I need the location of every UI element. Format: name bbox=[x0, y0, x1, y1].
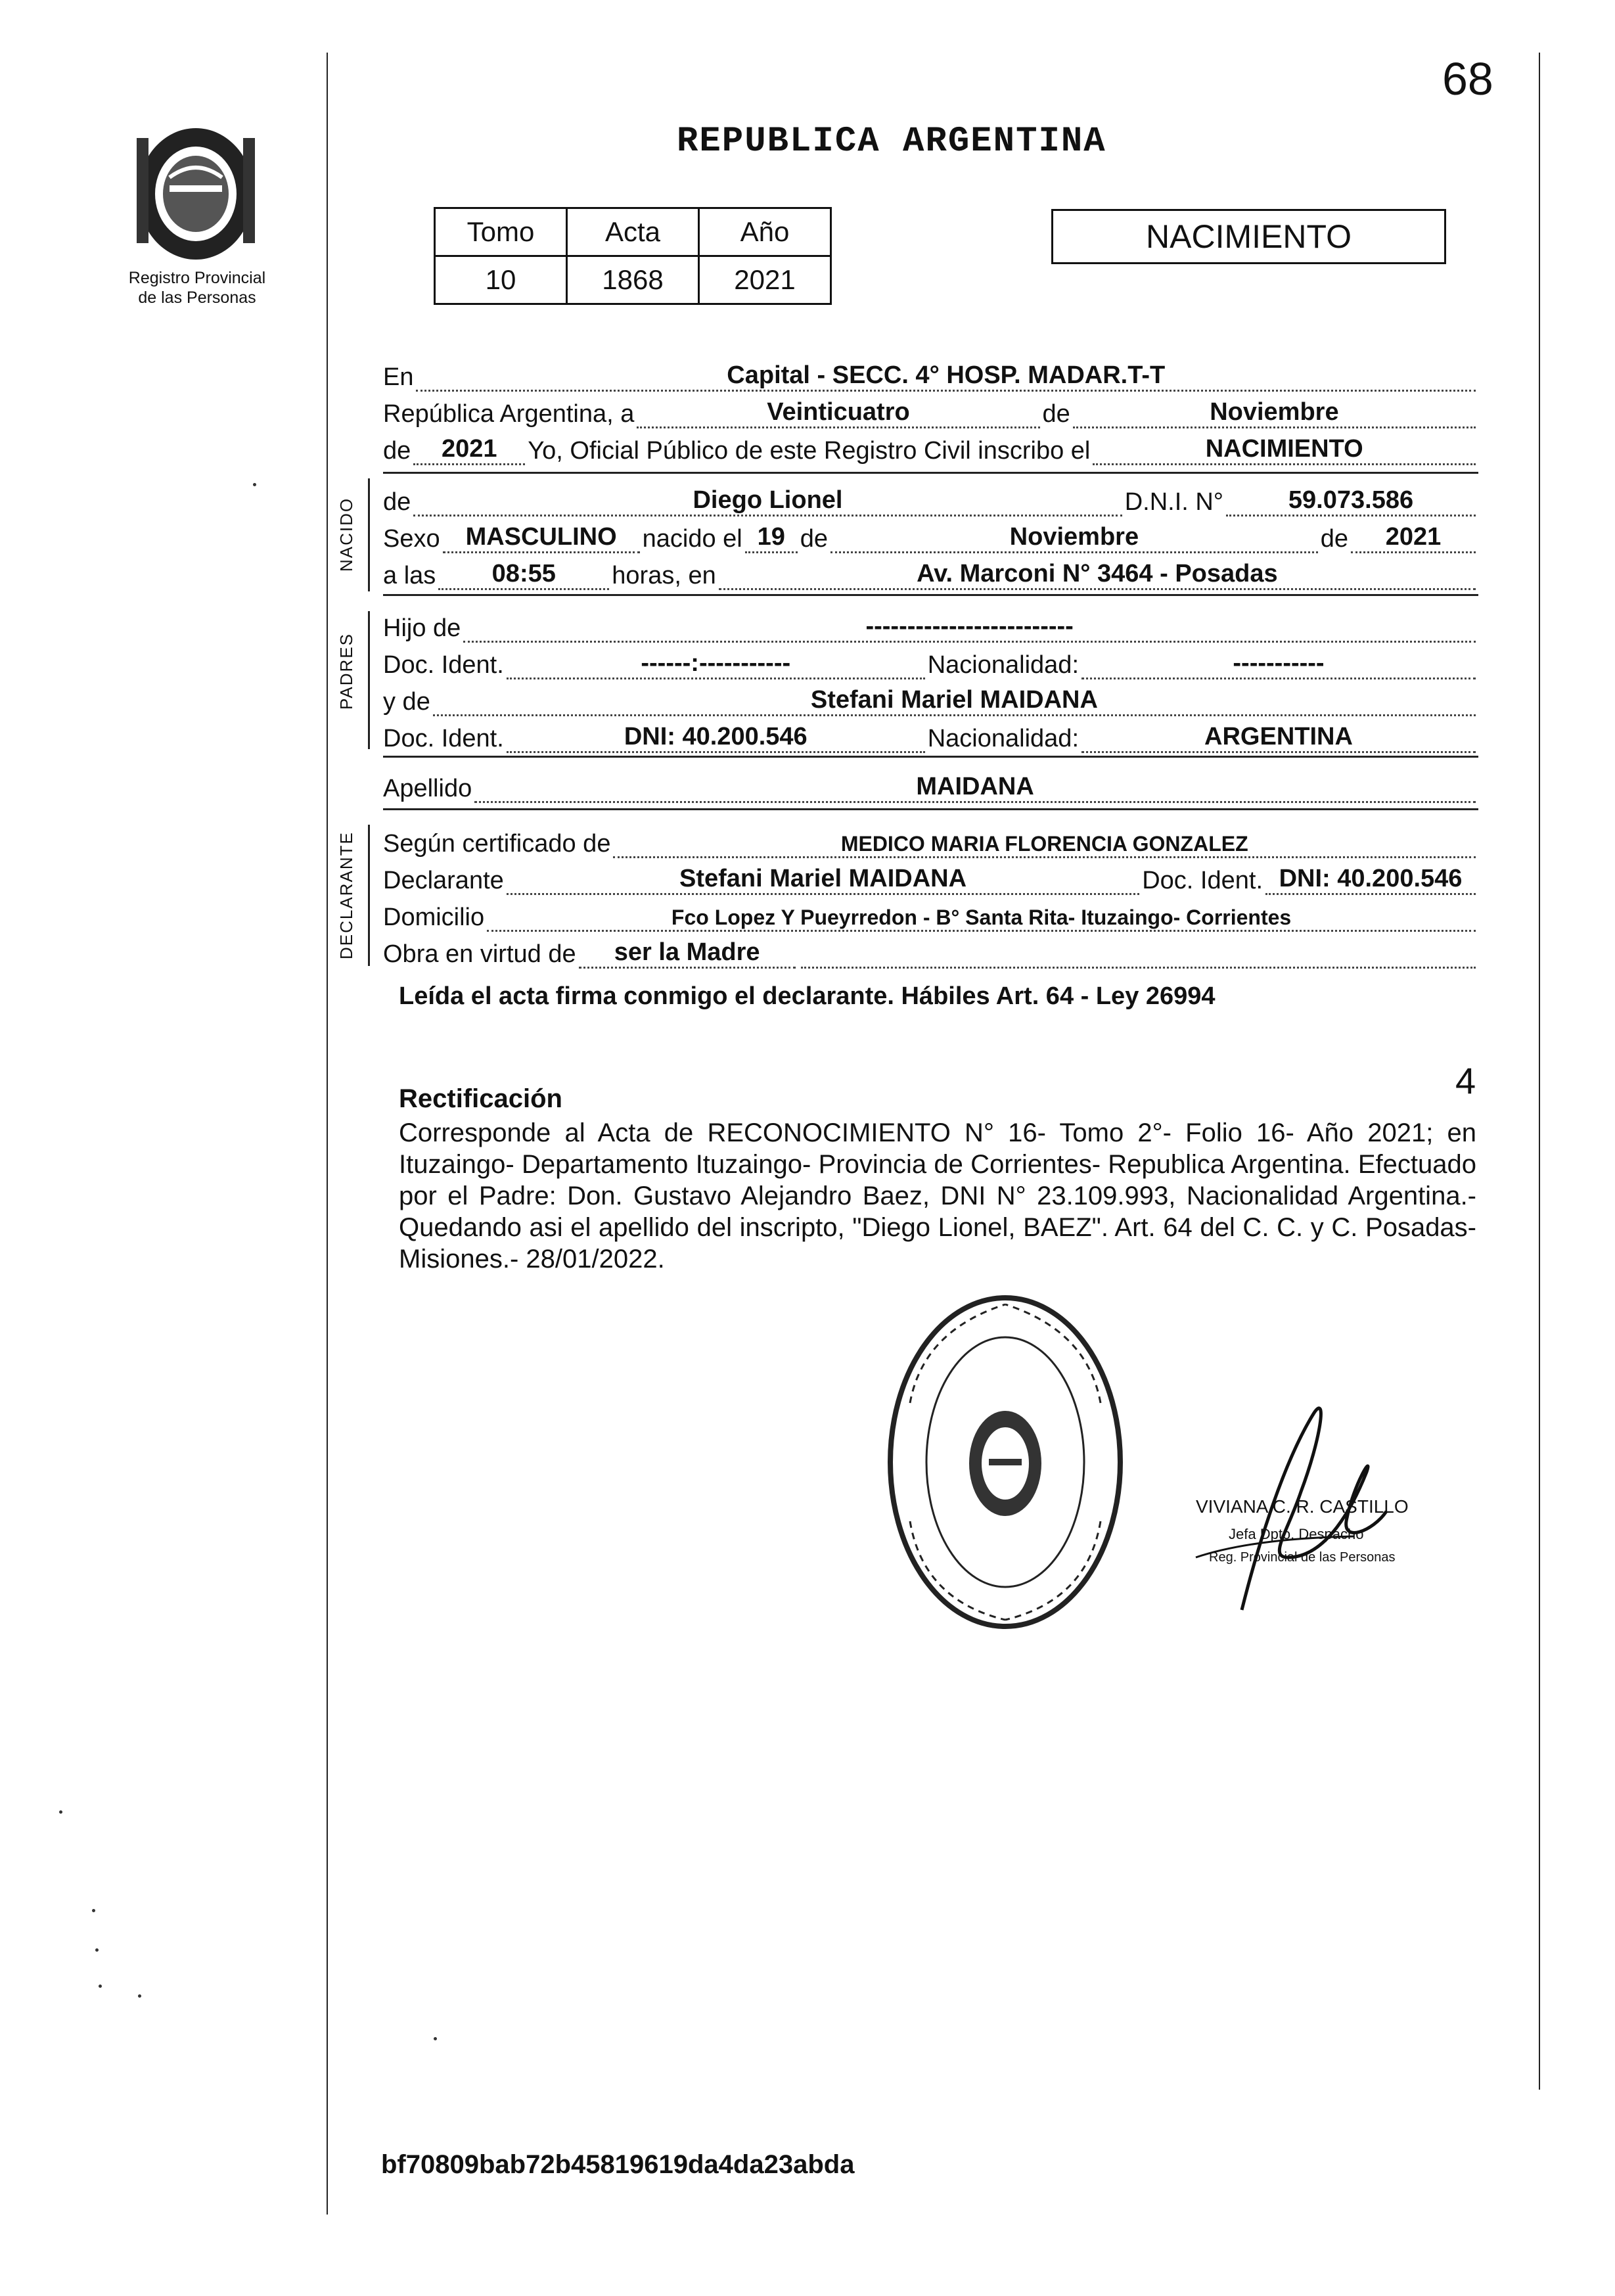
declarante-cert-row: Según certificado de MEDICO MARIA FLORENCIA GONZALEZ bbox=[383, 821, 1478, 858]
scan-speck bbox=[59, 1810, 62, 1814]
act-date-row: República Argentina, a Veinticuatro de Noviembre bbox=[383, 392, 1478, 428]
section-declarante: DECLARANTE bbox=[336, 831, 356, 959]
left-margin-line bbox=[327, 53, 328, 2215]
section-nacido: NACIDO bbox=[336, 497, 356, 572]
official-seal bbox=[884, 1291, 1127, 1633]
declarante-dom-row: Domicilio Fco Lopez Y Pueyrredon - B° Santa Rita- Ituzaingo- Corrientes bbox=[383, 895, 1478, 932]
page-number: 68 bbox=[1442, 53, 1493, 104]
svg-text:Reg. Provincial de las Persona: Reg. Provincial de las Personas bbox=[1209, 1550, 1396, 1565]
scan-speck bbox=[138, 1994, 141, 1998]
divider bbox=[383, 756, 1478, 758]
header-tomo: Tomo bbox=[435, 208, 567, 256]
apellido-row: Apellido MAIDANA bbox=[383, 766, 1478, 803]
nacido-name-row: de Diego Lionel D.N.I. N° 59.073.586 bbox=[383, 480, 1478, 517]
padres-doc2-row: Doc. Ident. DNI: 40.200.546 Nacionalidad: ARGENTINA bbox=[383, 716, 1478, 753]
record-table bbox=[434, 207, 832, 305]
value-acta: 1868 bbox=[567, 256, 699, 304]
logo-caption: Registro Provincial de las Personas bbox=[128, 269, 266, 307]
divider bbox=[383, 808, 1478, 810]
header-ano: Año bbox=[699, 208, 831, 256]
value-ano: 2021 bbox=[699, 256, 831, 304]
padres-hijo-row: Hijo de ------------------------- bbox=[383, 606, 1478, 643]
padres-doc-row: Doc. Ident. ------:----------- Nacionalidad: ----------- bbox=[383, 643, 1478, 679]
value-tomo: 10 bbox=[435, 256, 567, 304]
provincial-logo bbox=[117, 112, 275, 269]
margin-number: 4 bbox=[1455, 1060, 1476, 1101]
record-type: NACIMIENTO bbox=[1051, 209, 1446, 264]
act-place: Capital - SECC. 4° HOSP. MADAR.T-T bbox=[727, 361, 1166, 389]
scan-speck bbox=[99, 1985, 102, 1988]
divider bbox=[383, 472, 1478, 474]
divider bbox=[383, 594, 1478, 596]
scan-speck bbox=[253, 483, 256, 486]
padres-mother-row: y de Stefani Mariel MAIDANA bbox=[383, 679, 1478, 716]
act-en-row: En Capital - SECC. 4° HOSP. MADAR.T-T bbox=[383, 355, 1478, 392]
padres-bar bbox=[368, 611, 370, 749]
signature bbox=[1156, 1360, 1498, 1636]
section-padres: PADRES bbox=[336, 633, 356, 710]
right-margin-line bbox=[1539, 53, 1540, 2090]
nacido-bar bbox=[368, 478, 370, 591]
header-acta: Acta bbox=[567, 208, 699, 256]
scan-speck bbox=[434, 2037, 437, 2040]
scan-speck bbox=[95, 1948, 99, 1952]
rectificacion-title: Rectificación bbox=[399, 1084, 562, 1113]
country-title: REPUBLICA ARGENTINA bbox=[677, 122, 1106, 162]
declarante-obra-row: Obra en virtud de ser la Madre bbox=[383, 932, 1478, 969]
svg-text:VIVIANA C. R. CASTILLO: VIVIANA C. R. CASTILLO bbox=[1196, 1496, 1409, 1517]
rectificacion-body: Corresponde al Acta de RECONOCIMIENTO N° 16- Tomo 2°- Folio 16- Año 2021; en Ituzaingo- Departamento Ituzaingo- Provincia de Corrientes- Republica Argentina. Efectuado por el Padre: Don. Gustavo Alejandro Baez, DNI N° 23.109.993, Nacionalidad Argentina.- Quedando asi el apellido del inscripto, "Diego Lionel, BAEZ". Art. 64 del C. C. y C. Posadas- Misiones.- 28/01/2022. bbox=[399, 1118, 1476, 1274]
leida-statement: Leída el acta firma conmigo el declarante. Hábiles Art. 64 - Ley 26994 bbox=[399, 982, 1216, 1010]
declarante-bar bbox=[368, 825, 370, 966]
nacido-sex-row: Sexo MASCULINO nacido el 19 de Noviembre de 2021 bbox=[383, 517, 1478, 553]
declarante-name-row: Declarante Stefani Mariel MAIDANA Doc. Ident. DNI: 40.200.546 bbox=[383, 858, 1478, 895]
nacido-time-row: a las 08:55 horas, en Av. Marconi N° 3464 - Posadas bbox=[383, 553, 1478, 590]
document-hash: bf70809bab72b45819619da4da23abda bbox=[381, 2150, 855, 2179]
act-year-row: de 2021 Yo, Oficial Público de este Registro Civil inscribo el NACIMIENTO bbox=[383, 428, 1478, 465]
svg-text:Jefa Dpto. Despacho: Jefa Dpto. Despacho bbox=[1229, 1526, 1364, 1542]
scan-speck bbox=[92, 1909, 95, 1912]
